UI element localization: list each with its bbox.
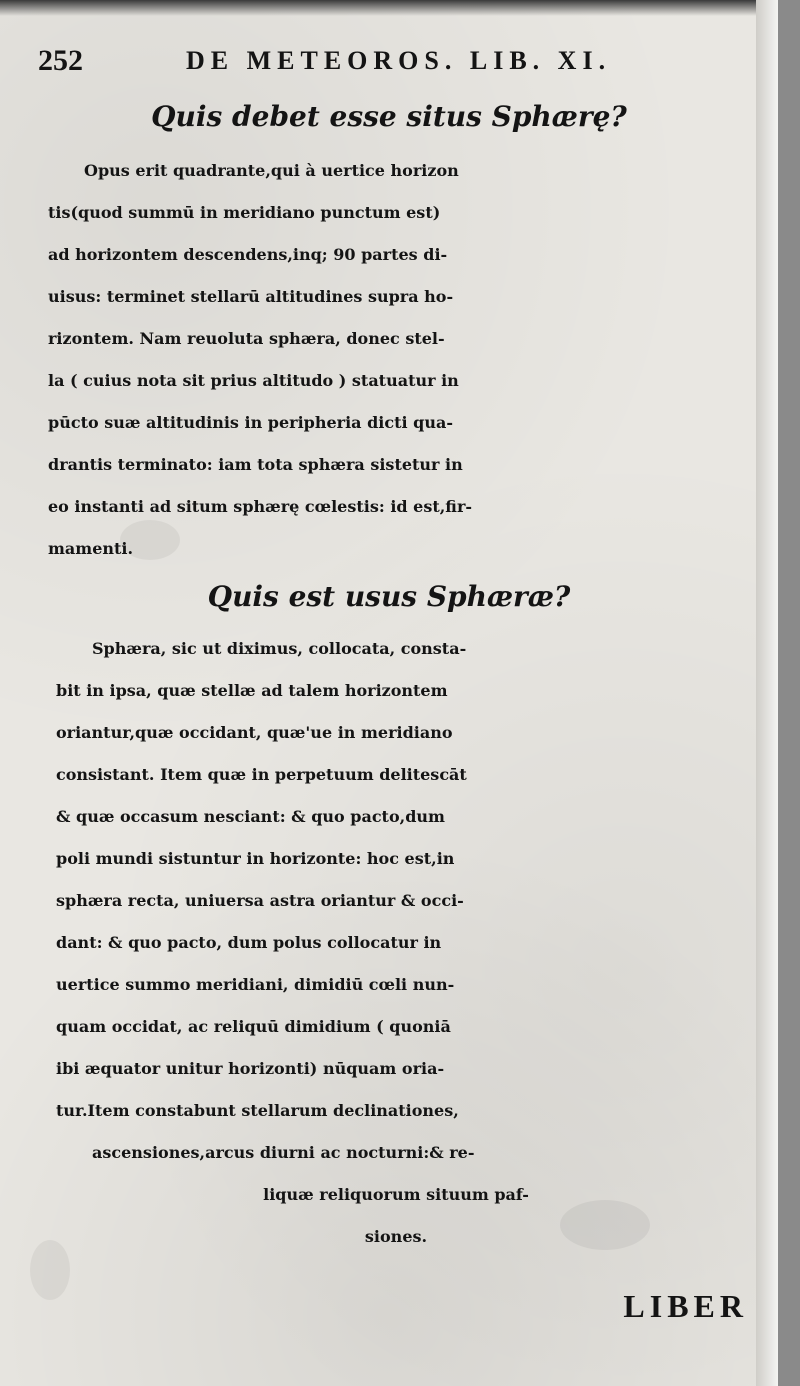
- text-line: uertice summo meridiani, dimidiū cœli nun-: [56, 975, 455, 994]
- text-line: bit in ipsa, quæ stellæ ad talem horizontem: [56, 681, 448, 700]
- text-line: consistant. Item quæ in perpetuum delitescāt: [56, 765, 467, 784]
- section-paragraph: [56, 628, 756, 1258]
- page-top-shadow: [0, 0, 778, 16]
- text-line: mamenti.: [48, 539, 134, 558]
- text-line: la ( cuius nota sit prius altitudo ) statuatur in: [48, 371, 459, 390]
- text-line: ascensiones,arcus diurni ac nocturni:& re-: [92, 1143, 475, 1162]
- section-question: Quis est usus Sphæræ?: [207, 580, 571, 613]
- text-line: uisus: terminet stellarū altitudines supra ho-: [48, 287, 454, 306]
- page-number: 252: [38, 44, 83, 77]
- text-line: quam occidat, ac reliquū dimidium ( quoniā: [56, 1017, 451, 1036]
- text-line: poli mundi sistuntur in horizonte: hoc est,in: [56, 849, 455, 868]
- text-line: oriantur,quæ occidant, quæ'ue in meridiano: [56, 723, 453, 742]
- text-line: & quæ occasum nesciant: & quo pacto,dum: [56, 807, 445, 826]
- section-paragraph: [48, 150, 748, 570]
- text-line: liquæ reliquorum situum paf-: [263, 1185, 529, 1204]
- text-line: tur.Item constabunt stellarum declinationes,: [56, 1101, 459, 1120]
- catchword: LIBER: [623, 1288, 748, 1324]
- section-question: Quis debet esse situs Sphærę?: [151, 100, 627, 133]
- text-line: dant: & quo pacto, dum polus collocatur in: [56, 933, 442, 952]
- text-line: tis(quod summū in meridiano punctum est): [48, 203, 441, 222]
- text-line: Opus erit quadrante,qui à uertice horizon: [84, 161, 459, 180]
- text-line: ibi æquator unitur horizonti) nūquam oria-: [56, 1059, 445, 1078]
- text-line: siones.: [364, 1227, 428, 1246]
- text-line: eo instanti ad situm sphærę cœlestis: id est,fir-: [48, 497, 473, 516]
- running-title: DE METEOROS. LIB. XI.: [186, 46, 612, 75]
- text-line: pūcto suæ altitudinis in peripheria dicti qua-: [48, 413, 453, 432]
- text-line: rizontem. Nam reuoluta sphæra, donec stel-: [48, 329, 445, 348]
- text-line: ad horizontem descendens,inq; 90 partes di-: [48, 245, 448, 264]
- text-line: drantis terminato: iam tota sphæra sistetur in: [48, 455, 463, 474]
- text-line: sphæra recta, uniuersa astra oriantur & occi-: [56, 891, 464, 910]
- running-head: [38, 44, 738, 84]
- page-right-edge: [756, 0, 778, 1386]
- text-line: Sphæra, sic ut diximus, collocata, consta-: [92, 639, 467, 658]
